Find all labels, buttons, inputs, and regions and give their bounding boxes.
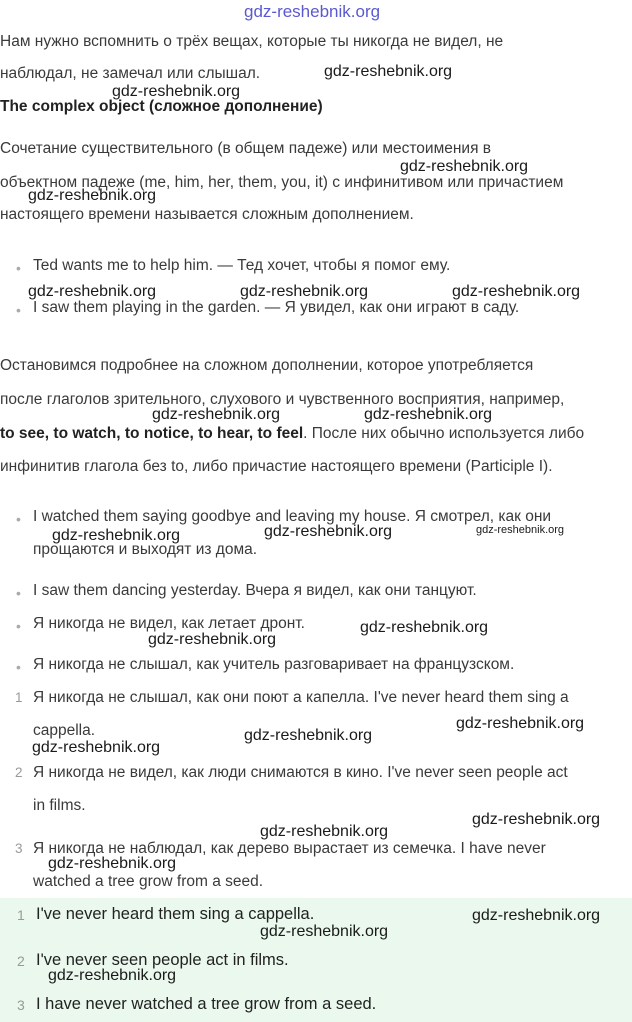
watermark: gdz-reshebnik.org xyxy=(452,283,581,300)
answer-2: I've never seen people act in films. xyxy=(36,951,289,969)
list-item-1-line-2: прощаются и выходят из дома. xyxy=(33,541,258,558)
list-number: 3 xyxy=(15,841,23,856)
answer-3: I have never watched a tree grow from a seed. xyxy=(36,995,377,1013)
explanation-line-4: инфинитив глагола без to, либо причастие настоящего времени (Participle I). xyxy=(0,458,553,475)
watermark: gdz-reshebnik.org xyxy=(400,158,529,175)
intro-line-1: Нам нужно вспомнить о трёх вещах, которые ты никогда не видел, не xyxy=(0,33,504,50)
list-number: 2 xyxy=(15,765,23,780)
explanation-line-2: после глаголов зрительного, слухового и чувственного восприятия, например, xyxy=(0,391,565,408)
watermark: gdz-reshebnik.org xyxy=(472,907,601,924)
bullet-dot: • xyxy=(16,659,21,675)
explanation-line-3 xyxy=(0,425,584,443)
explanation-line-3-rest: . После них обычно используется либо xyxy=(303,425,585,442)
list-item-2: I saw them dancing yesterday. Вчера я видел, как они танцуют. xyxy=(33,582,477,599)
numbered-3-line-1: Я никогда не наблюдал, как дерево вырастает из семечка. I have never xyxy=(33,840,546,857)
list-item-3: Я никогда не видел, как летает дронт. xyxy=(33,615,305,632)
bullet-dot: • xyxy=(16,260,21,276)
definition-line-3: настоящего времени называется сложным дополнением. xyxy=(0,206,414,223)
answer-number: 1 xyxy=(17,907,25,923)
answer-number: 2 xyxy=(17,953,25,969)
watermark: gdz-reshebnik.org xyxy=(32,739,161,756)
watermark: gdz-reshebnik.org xyxy=(52,527,181,544)
watermark: gdz-reshebnik.org xyxy=(476,524,565,536)
list-item-4: Я никогда не слышал, как учитель разговаривает на французском. xyxy=(33,656,515,673)
watermark: gdz-reshebnik.org xyxy=(28,283,157,300)
watermark: gdz-reshebnik.org xyxy=(240,283,369,300)
watermark: gdz-reshebnik.org xyxy=(244,727,373,744)
watermark: gdz-reshebnik.org xyxy=(28,187,157,204)
watermark: gdz-reshebnik.org xyxy=(264,523,393,540)
bullet-dot: • xyxy=(16,511,21,527)
watermark: gdz-reshebnik.org xyxy=(456,715,585,732)
watermark: gdz-reshebnik.org xyxy=(48,967,177,984)
answer-number: 3 xyxy=(17,997,25,1013)
watermark: gdz-reshebnik.org xyxy=(260,823,389,840)
watermark: gdz-reshebnik.org xyxy=(324,63,453,80)
list-item-1-line-1: I watched them saying goodbye and leaving my house. Я смотрел, как они xyxy=(33,508,552,525)
watermark: gdz-reshebnik.org xyxy=(472,811,601,828)
bullet-dot: • xyxy=(16,618,21,634)
list-number: 1 xyxy=(15,690,23,705)
example-2: I saw them playing in the garden. — Я увидел, как они играют в саду. xyxy=(33,299,520,316)
definition-line-1: Сочетание существительного (в общем падеже) или местоимения в xyxy=(0,140,492,157)
watermark: gdz-reshebnik.org xyxy=(48,855,177,872)
header-watermark: gdz-reshebnik.org xyxy=(244,2,381,21)
numbered-1-line-1: Я никогда не слышал, как они поют а капелла. I've never heard them sing a xyxy=(33,689,569,706)
numbered-1-line-2: cappella. xyxy=(33,722,96,739)
numbered-2-line-1: Я никогда не видел, как люди снимаются в кино. I've never seen people act xyxy=(33,764,568,781)
watermark: gdz-reshebnik.org xyxy=(112,83,241,100)
watermark: gdz-reshebnik.org xyxy=(148,631,277,648)
bullet-dot: • xyxy=(16,585,21,601)
watermark: gdz-reshebnik.org xyxy=(152,406,281,423)
numbered-3-line-2: watched a tree grow from a seed. xyxy=(33,873,264,890)
explanation-line-1: Остановимся подробнее на сложном дополнении, которое употребляется xyxy=(0,357,534,374)
watermark: gdz-reshebnik.org xyxy=(364,406,493,423)
definition-line-2: объектном падеже (me, him, her, them, you, it) с инфинитивом или причастием xyxy=(0,174,564,191)
intro-line-2: наблюдал, не замечал или слышал. xyxy=(0,65,261,82)
example-1: Ted wants me to help him. — Тед хочет, чтобы я помог ему. xyxy=(33,257,451,274)
bullet-dot: • xyxy=(16,302,21,318)
watermark: gdz-reshebnik.org xyxy=(260,923,389,940)
numbered-2-line-2: in films. xyxy=(33,797,86,814)
answer-1: I've never heard them sing a cappella. xyxy=(36,905,315,923)
watermark: gdz-reshebnik.org xyxy=(360,619,489,636)
perception-verbs: to see, to watch, to notice, to hear, to feel xyxy=(0,425,304,442)
section-title: The complex object (сложное дополнение) xyxy=(0,98,323,115)
